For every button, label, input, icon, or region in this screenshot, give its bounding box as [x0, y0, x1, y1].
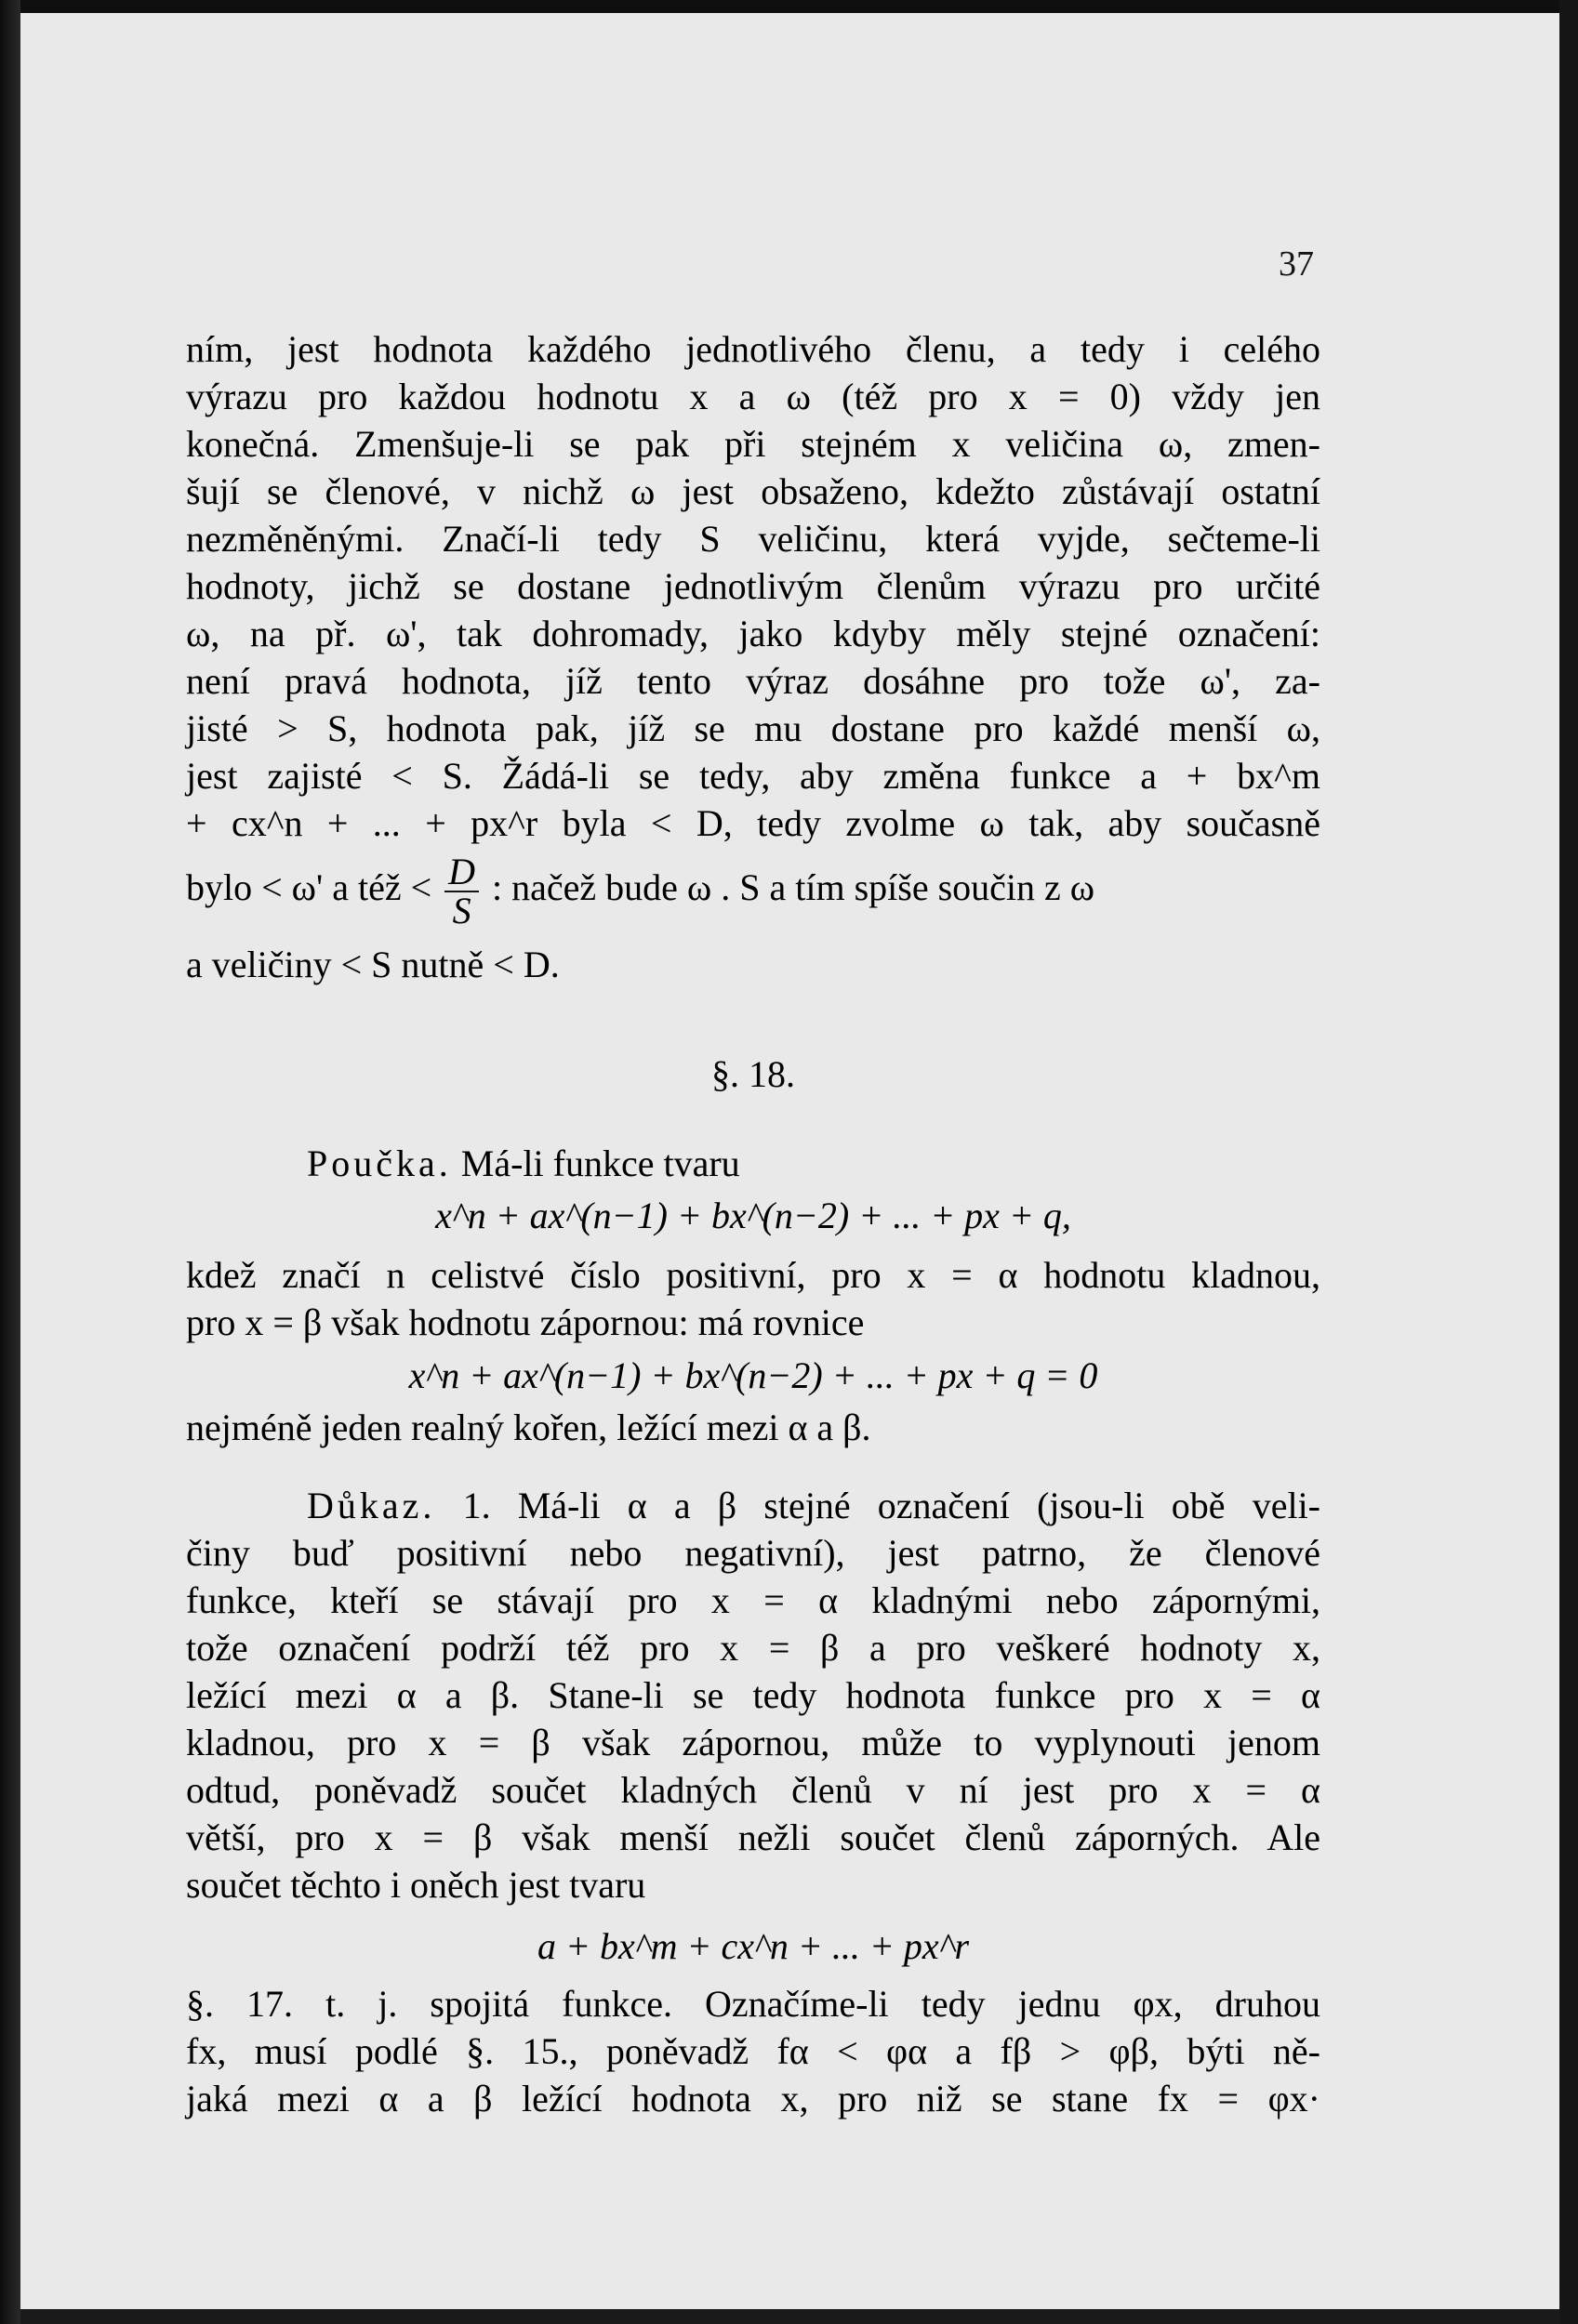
fraction-d-over-s	[444, 853, 479, 930]
fraction-line-prefix: bylo < ω' a též <	[186, 866, 432, 909]
theorem-intro-text: Má-li funkce tvaru	[460, 1142, 740, 1184]
formula-sum: a + bx^m + cx^n + ... + px^r	[537, 1925, 970, 1967]
text-line: tože označení podrží též pro x = β a pro veškeré hodnoty x,	[186, 1627, 1320, 1669]
text-line: hodnoty, jichž se dostane jednotlivým členům výrazu pro určité	[186, 565, 1320, 607]
text-line: nejméně jeden realný kořen, ležící mezi α a β.	[186, 1406, 871, 1448]
theorem-intro	[186, 1140, 1320, 1187]
scan-right-edge	[1559, 0, 1578, 2324]
text-line: a veličiny < S nutně < D.	[186, 944, 560, 985]
theorem-intro-line	[307, 1140, 1320, 1187]
text-line: fx, musí podlé §. 15., poněvadž fα < φα a fβ > φβ, býti ně-	[186, 2030, 1320, 2072]
fraction-denominator: S	[452, 890, 471, 931]
text-line: větší, pro x = β však menší nežli součet členů záporných. Ale	[186, 1816, 1320, 1858]
page-number: 37	[1279, 244, 1314, 284]
theorem-conclusion	[186, 1404, 1320, 1451]
text-line: kladnou, pro x = β však zápornou, může to vyplynouti jenom	[186, 1722, 1320, 1763]
text-line: funkce, kteří se stávají pro x = α kladnými nebo zápornými,	[186, 1579, 1320, 1621]
text-line: jisté > S, hodnota pak, jíž se mu dostane pro každé menší ω,	[186, 707, 1320, 749]
text-line: výrazu pro každou hodnotu x a ω (též pro x = 0) vždy jen	[186, 376, 1320, 417]
theorem-body	[186, 1251, 1320, 1346]
text-line: ω, na př. ω', tak dohromady, jako kdyby měly stejné označení:	[186, 613, 1320, 654]
scan-left-edge	[0, 0, 20, 2324]
text-line: šují se členové, v nichž ω jest obsaženo, kdežto zůstávají ostatní	[186, 470, 1320, 512]
proof-label: Důkaz.	[307, 1485, 436, 1526]
proof-first-text: 1. Má-li α a β stejné označení (jsou-li obě veli-	[462, 1485, 1321, 1526]
paragraph-continuation	[186, 325, 1320, 847]
text-line: pro x = β však hodnotu zápornou: má rovnice	[186, 1301, 865, 1343]
text-line: jest zajisté < S. Žádá-li se tedy, aby změna funkce a + bx^m	[186, 755, 1320, 797]
fraction-numerator: D	[444, 853, 479, 892]
paragraph-end	[186, 941, 1320, 988]
text-line: odtud, poněvadž součet kladných členů v ní jest pro x = α	[186, 1769, 1320, 1811]
text-line: §. 17. t. j. spojitá funkce. Označíme-li tedy jednu φx, druhou	[186, 1983, 1320, 2025]
text-line: jaká mezi α a β ležící hodnota x, pro niž se stane fx = φx·	[186, 2078, 1320, 2119]
text-line: konečná. Zmenšuje-li se pak při stejném x veličina ω, zmen-	[186, 423, 1320, 465]
text-line: + cx^n + ... + px^r byla < D, tedy zvolme ω tak, aby současně	[186, 802, 1320, 844]
theorem-label: Poučka.	[307, 1142, 452, 1184]
text-line: kdež značí n celistvé číslo positivní, pro x = α hodnotu kladnou,	[186, 1254, 1320, 1296]
text-line: ležící mezi α a β. Stane-li se tedy hodnota funkce pro x = α	[186, 1674, 1320, 1716]
proof-first-line	[186, 1482, 1320, 1529]
formula-equation: x^n + ax^(n−1) + bx^(n−2) + ... + px + q = 0	[408, 1354, 1098, 1396]
text-line: činy buď positivní nebo negativní), jest patrno, že členové	[186, 1532, 1320, 1574]
proof-continuation	[186, 1980, 1320, 2122]
text-line: součet těchto i oněch jest tvaru	[186, 1864, 646, 1906]
text-line: nezměněnými. Značí-li tedy S veličinu, která vyjde, sečteme-li	[186, 518, 1320, 560]
text-line: není pravá hodnota, jíž tento výraz dosáhne pro tože ω', za-	[186, 660, 1320, 702]
formula-polynomial: x^n + ax^(n−1) + bx^(n−2) + ... + px + q,	[435, 1195, 1071, 1236]
fraction-line	[186, 853, 1320, 930]
fraction-line-suffix: : načež bude ω . S a tím spíše součin z ω	[492, 866, 1095, 909]
section-heading: §. 18.	[711, 1053, 795, 1095]
text-line: ním, jest hodnota každého jednotlivého členu, a tedy i celého	[186, 328, 1320, 370]
proof-paragraph	[186, 1482, 1320, 1908]
